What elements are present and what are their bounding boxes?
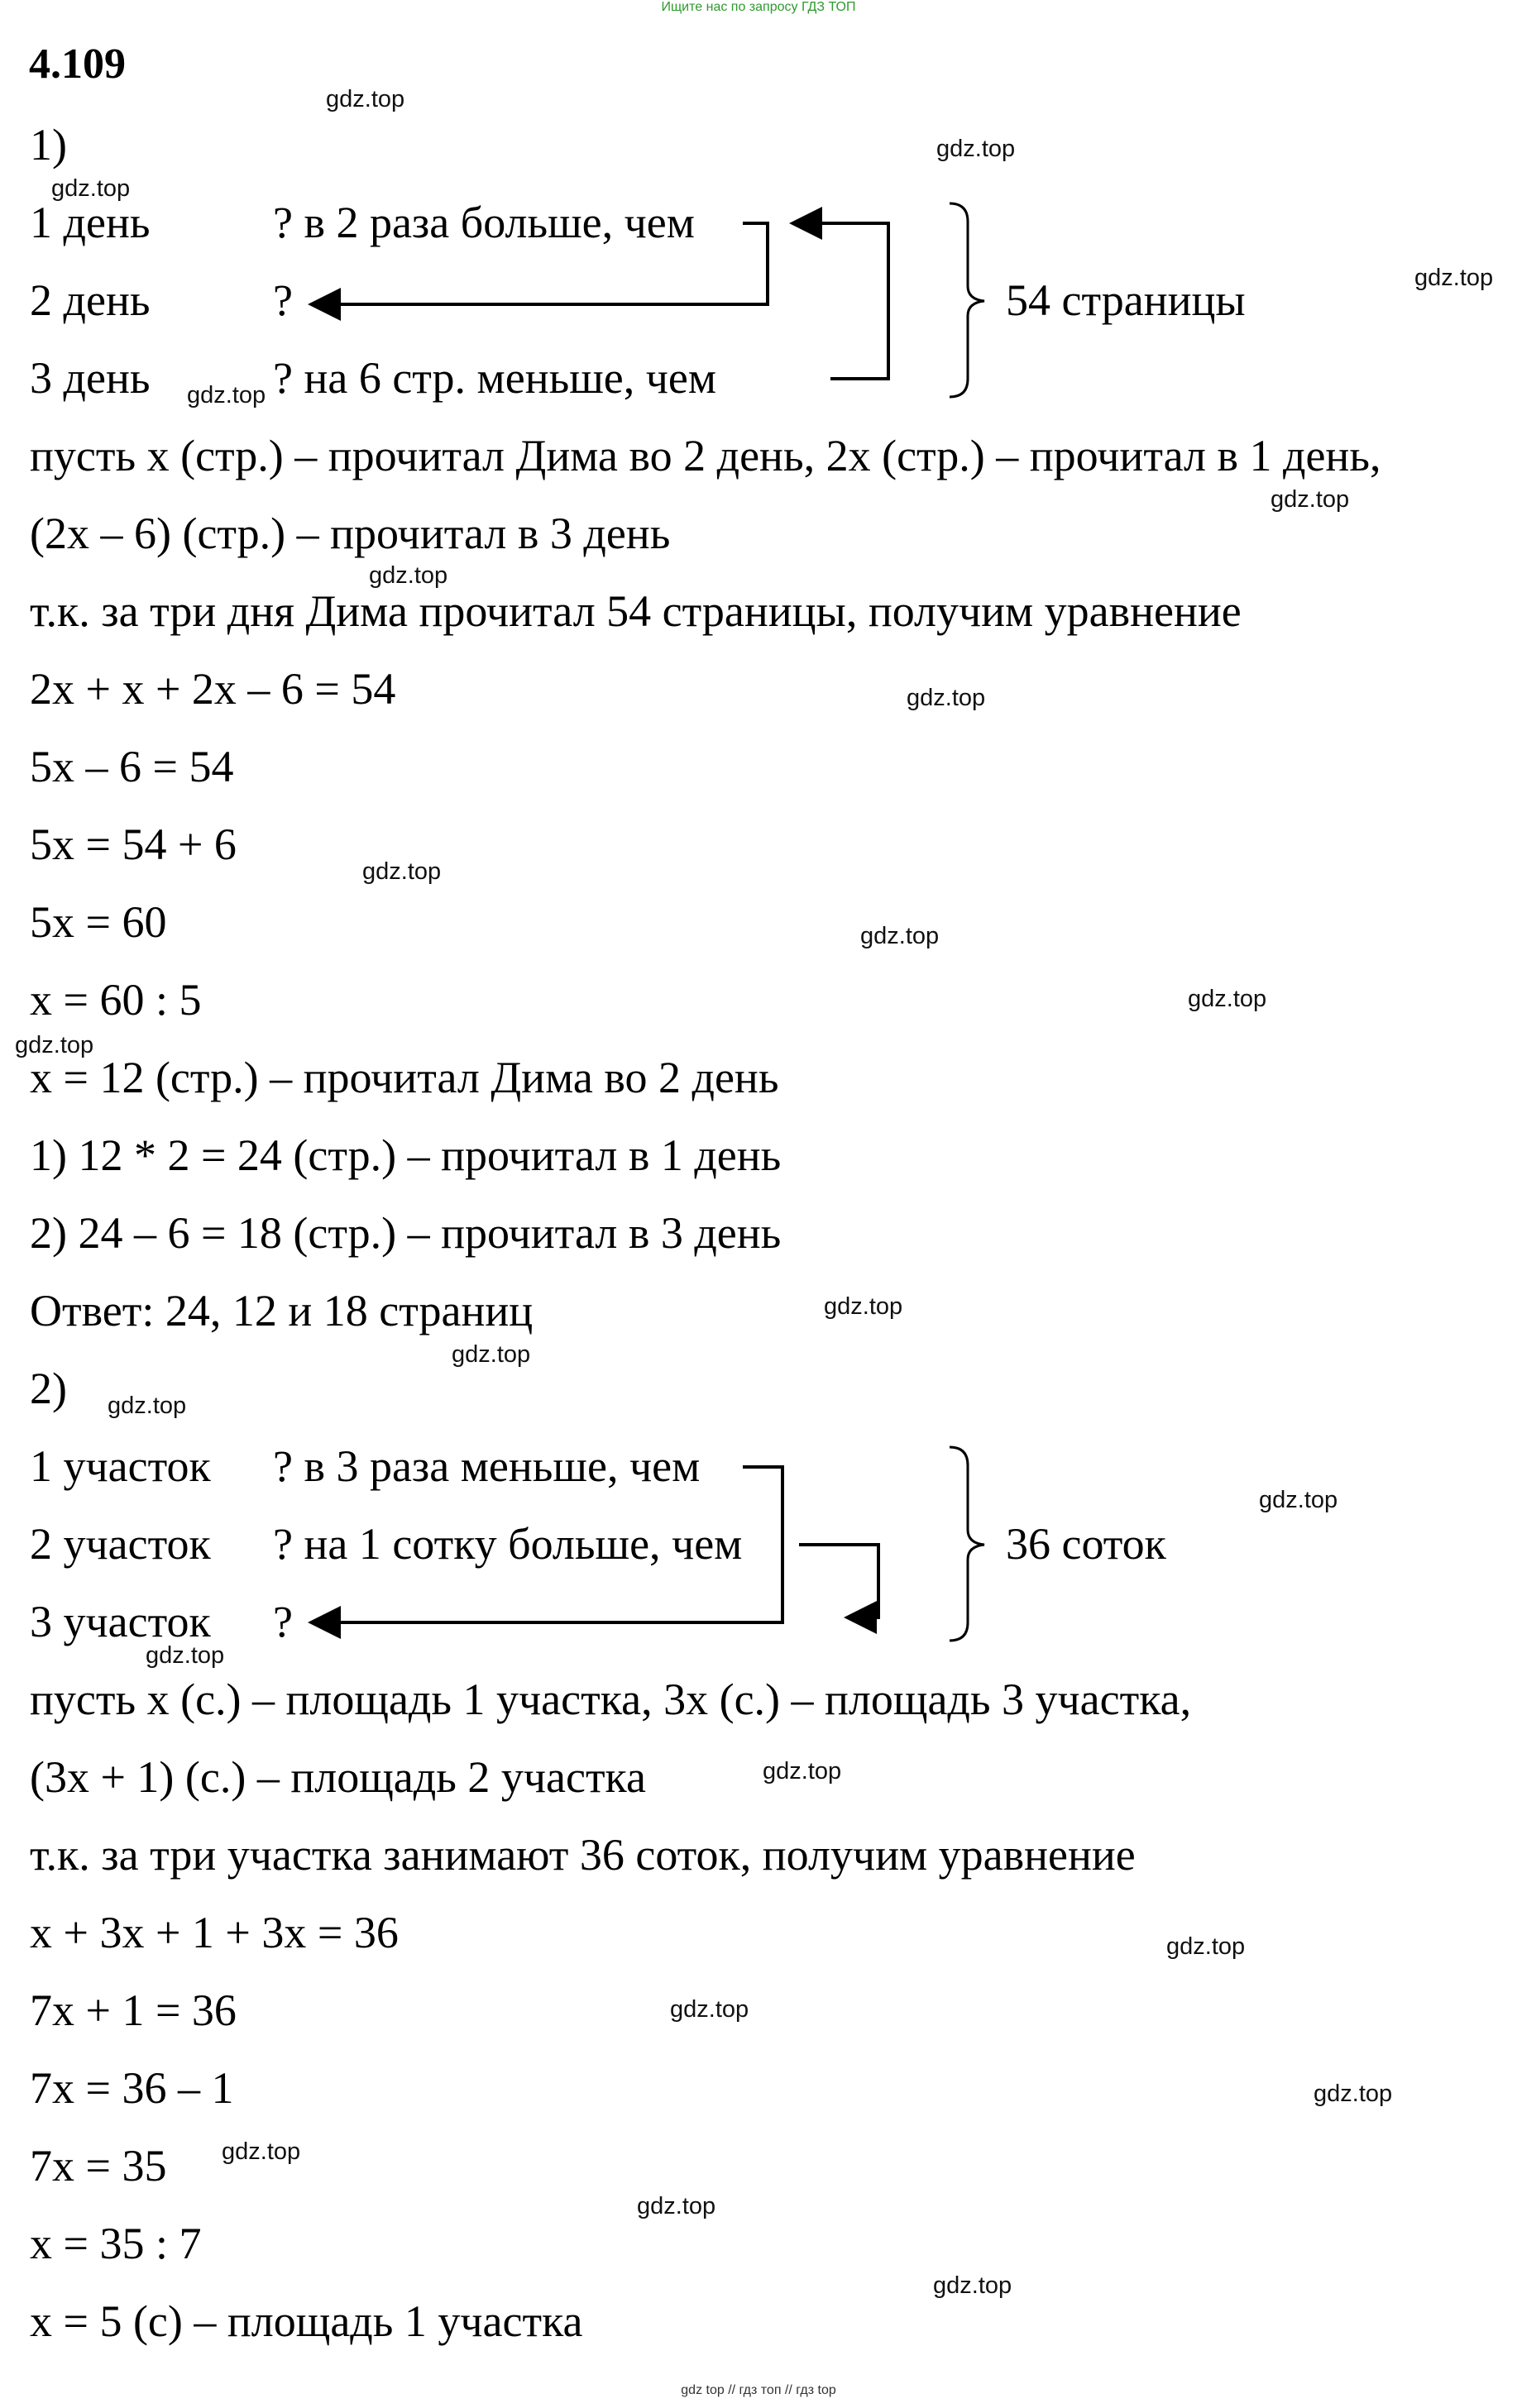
part1-day3-text: ? на 6 стр. меньше, чем <box>273 353 717 403</box>
watermark: gdz.top <box>936 136 1016 162</box>
part1-line: (2x – 6) (стр.) – прочитал в 3 день <box>30 509 671 558</box>
part2-plot1-text: ? в 3 раза меньше, чем <box>273 1441 701 1491</box>
part2-plot3-label: 3 участок <box>30 1597 211 1646</box>
watermark: gdz.top <box>907 685 986 711</box>
watermark: gdz.top <box>369 562 448 589</box>
watermark: gdz.top <box>1259 1487 1338 1513</box>
part1-equation: 2x + x + 2x – 6 = 54 <box>30 664 396 714</box>
part2-label: 2) <box>30 1364 67 1413</box>
watermark: gdz.top <box>763 1758 842 1784</box>
part1-day3-label: 3 день <box>30 353 151 403</box>
part1-total: 54 страницы <box>1006 275 1246 325</box>
arrow-plot2-to-plot1 <box>799 1545 878 1617</box>
watermark: gdz.top <box>1314 2081 1393 2107</box>
part1-equation: x = 60 : 5 <box>30 975 202 1025</box>
part2-equation: 7x = 35 <box>30 2141 167 2191</box>
part2-line: (3x + 1) (с.) – площадь 2 участка <box>30 1752 646 1802</box>
part1-day2-label: 2 день <box>30 275 151 325</box>
watermark: gdz.top <box>362 858 442 885</box>
part1-line: т.к. за три дня Дима прочитал 54 страницы, получим уравнение <box>30 586 1242 636</box>
part1-result: x = 12 (стр.) – прочитал Дима во 2 день <box>30 1053 779 1102</box>
watermark: gdz.top <box>860 923 940 949</box>
part1-step: 2) 24 – 6 = 18 (стр.) – прочитал в 3 день <box>30 1208 782 1258</box>
part1-equation: 5x = 54 + 6 <box>30 819 237 869</box>
watermark: gdz.top <box>452 1341 531 1368</box>
part1-day1-label: 1 день <box>30 198 151 247</box>
part2-plot1-label: 1 участок <box>30 1441 211 1491</box>
watermark: gdz.top <box>222 2138 301 2165</box>
watermark: gdz.top <box>1188 986 1267 1012</box>
problem-number: 4.109 <box>29 41 126 88</box>
part1-equation: 5x = 60 <box>30 897 167 947</box>
part1-day1-text: ? в 2 раза больше, чем <box>273 198 695 247</box>
watermark: gdz.top <box>670 1996 749 2023</box>
footer-note: gdz top // гдз топ // гдз top <box>681 2383 836 2397</box>
part2-total: 36 соток <box>1006 1519 1166 1569</box>
part2-equation: x = 35 : 7 <box>30 2219 202 2268</box>
part2-plot2-text: ? на 1 сотку больше, чем <box>273 1519 743 1569</box>
watermark: gdz.top <box>15 1032 94 1058</box>
part2-line: т.к. за три участка занимают 36 соток, получим уравнение <box>30 1830 1136 1880</box>
part1-day2-text: ? <box>273 275 293 325</box>
part2-equation: x + 3x + 1 + 3x = 36 <box>30 1908 399 1957</box>
part1-line: пусть x (стр.) – прочитал Дима во 2 день, 2x (стр.) – прочитал в 1 день, <box>30 431 1381 480</box>
watermark: gdz.top <box>1166 1933 1246 1960</box>
part1-equation: 5x – 6 = 54 <box>30 742 234 791</box>
part2-equation: 7x = 36 – 1 <box>30 2063 234 2113</box>
watermark: gdz.top <box>108 1393 187 1419</box>
watermark: gdz.top <box>1271 486 1350 513</box>
watermark: gdz.top <box>326 86 405 112</box>
part2-result: x = 5 (с) – площадь 1 участка <box>30 2296 583 2346</box>
watermark: gdz.top <box>187 382 266 408</box>
part2-equation: 7x + 1 = 36 <box>30 1985 237 2035</box>
watermark: gdz.top <box>933 2272 1012 2299</box>
arrow-day3-to-day1 <box>796 223 888 379</box>
watermark: gdz.top <box>1414 265 1494 291</box>
watermark: gdz.top <box>51 175 131 202</box>
part1-step: 1) 12 * 2 = 24 (стр.) – прочитал в 1 день <box>30 1130 782 1180</box>
part2-plot3-text: ? <box>273 1597 293 1646</box>
watermark: gdz.top <box>146 1642 225 1669</box>
part2-plot2-label: 2 участок <box>30 1519 211 1569</box>
watermark: gdz.top <box>824 1293 903 1320</box>
part1-label: 1) <box>30 120 67 170</box>
part2-line: пусть x (с.) – площадь 1 участка, 3x (с.) – площадь 3 участка, <box>30 1675 1192 1724</box>
watermark: gdz.top <box>637 2193 716 2219</box>
search-hint: Ищите нас по запросу ГДЗ ТОП <box>661 0 856 14</box>
brace-part2 <box>950 1447 984 1641</box>
brace-part1 <box>950 203 984 397</box>
part1-answer: Ответ: 24, 12 и 18 страниц <box>30 1286 534 1335</box>
